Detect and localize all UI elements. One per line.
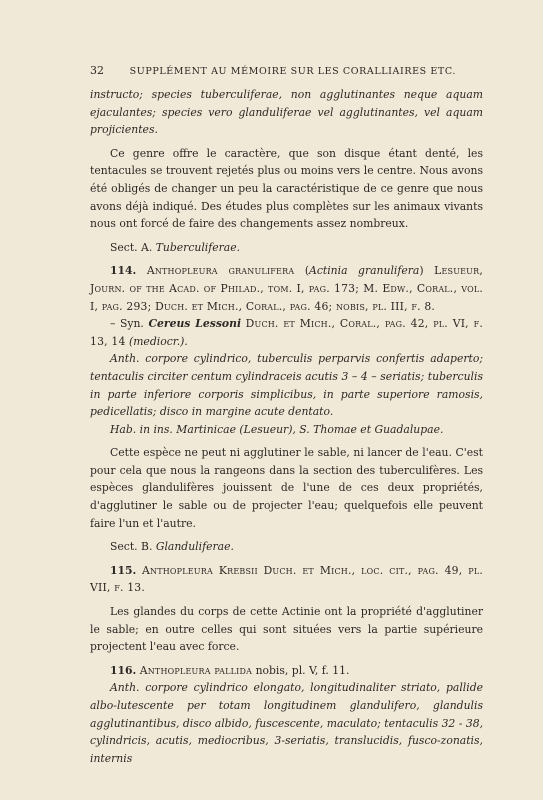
species-115-entry: [90, 562, 483, 597]
synonym-reference: Duch. et Mich., Coral., pag. 42, pl. VI, f. 13, 14: [90, 317, 483, 348]
species-116-entry: [90, 662, 483, 680]
species-114-number: 114.: [110, 264, 137, 278]
paragraph-glandes: Les glandes du corps de cette Actinie ont la propriété d'agglutiner le sable; en outre celles qui sont situées vers la partie supérieure projectent l'eau avec force.: [90, 605, 483, 654]
section-a-label: Sect. A.: [110, 240, 153, 254]
species-115-number: 115.: [110, 563, 137, 577]
species-116-name: Anthopleura pallida: [139, 663, 253, 677]
species-116-reference: nobis, pl. V, f. 11.: [255, 663, 350, 677]
synonym-prefix: – Syn.: [110, 317, 144, 331]
paragraph-latin-continuation: instructo; species tuberculiferae, non agglutinantes neque aquam ejaculantes; species vero glanduliferae vel agglutinantes, vel aquam projicientes.: [90, 88, 483, 137]
section-b-heading: [90, 538, 483, 556]
paragraph-tuberculiferes: Cette espèce ne peut ni agglutiner le sable, ni lancer de l'eau. C'est pour cela que nous la rangeons dans la section des tuberculifères. Les espèces glandulifères jouissent de l'une de ces deux propriétés, d'agglutiner le sable ou de projecter l'eau; quelquefois elle peuvent faire l'un et l'autre.: [90, 446, 483, 530]
species-114-reference: Lesueur, Journ. of the Acad. of Philad., tom. I, pag. 173; M. Edw., Coral., vol. I, pag. 293; Duch. et Mich., Coral., pag. 46; nobis, pl. III, f. 8.: [90, 264, 483, 313]
species-114-diagnosis: Anth. corpore cylindrico, tuberculis perparvis confertis adaperto; tentaculis circiter centum cylindraceis acutis 3 – 4 – seriatis; tuberculis in parte inferiore corporis simplicibus, in parte superiore ramosis, pedicellatis; disco in margine acute dentato.: [90, 352, 483, 419]
species-114-name: Anthopleura granulifera: [146, 264, 295, 278]
section-a-heading: [90, 239, 483, 257]
synonym-note: (mediocr.).: [128, 334, 188, 348]
section-b-label: Sect. B.: [110, 540, 153, 554]
section-b-name: Glanduliferae.: [155, 540, 234, 554]
species-115-name: Anthopleura Krebsii: [142, 563, 258, 577]
species-114-synonym: Actinia granulifera: [309, 264, 420, 278]
species-114-habitat: Hab. in ins. Martinicae (Lesueur), S. Thomae et Guadalupae.: [110, 422, 444, 436]
species-115-reference: Duch. et Mich., loc. cit., pag. 49, pl. VII, f. 13.: [90, 563, 483, 595]
species-116-number: 116.: [110, 663, 137, 677]
species-114-entry: [90, 262, 483, 315]
species-116-diagnosis: Anth. corpore cylindrico elongato, longitudinaliter striato, pallide albo-lutescente per totam longitudinem glandulifero, glandulis agglutinantibus, disco albido, fuscescente, maculato; tentaculis 32 - 38, cylindricis, acutis, mediocribus, 3-seriatis, translucidis, fusco-zonatis, internis: [90, 681, 483, 765]
species-114-synonymy: [90, 315, 483, 350]
running-title: SUPPLÉMENT AU MÉMOIRE SUR LES CORALLIAIRES ETC.: [129, 66, 456, 77]
page-number: 32: [90, 64, 104, 77]
paren-close: ): [419, 264, 424, 278]
running-header: [90, 64, 470, 77]
paren-open: (: [304, 264, 310, 278]
paragraph-genre: Ce genre offre le caractère, que son disque étant denté, les tentacules se trouvent rejetés plus ou moins vers le centre. Nous avons été obligés de changer un peu la caractéristique de ce genre que nous avons déjà indiqué. Des études plus complètes sur les animaux vivants nous ont forcé de faire des changements assez nombreux.: [90, 146, 483, 231]
synonym-name: Cereus Lessoni: [148, 317, 242, 331]
body-text: [90, 86, 483, 767]
section-a-name: Tuberculiferae.: [155, 240, 241, 254]
